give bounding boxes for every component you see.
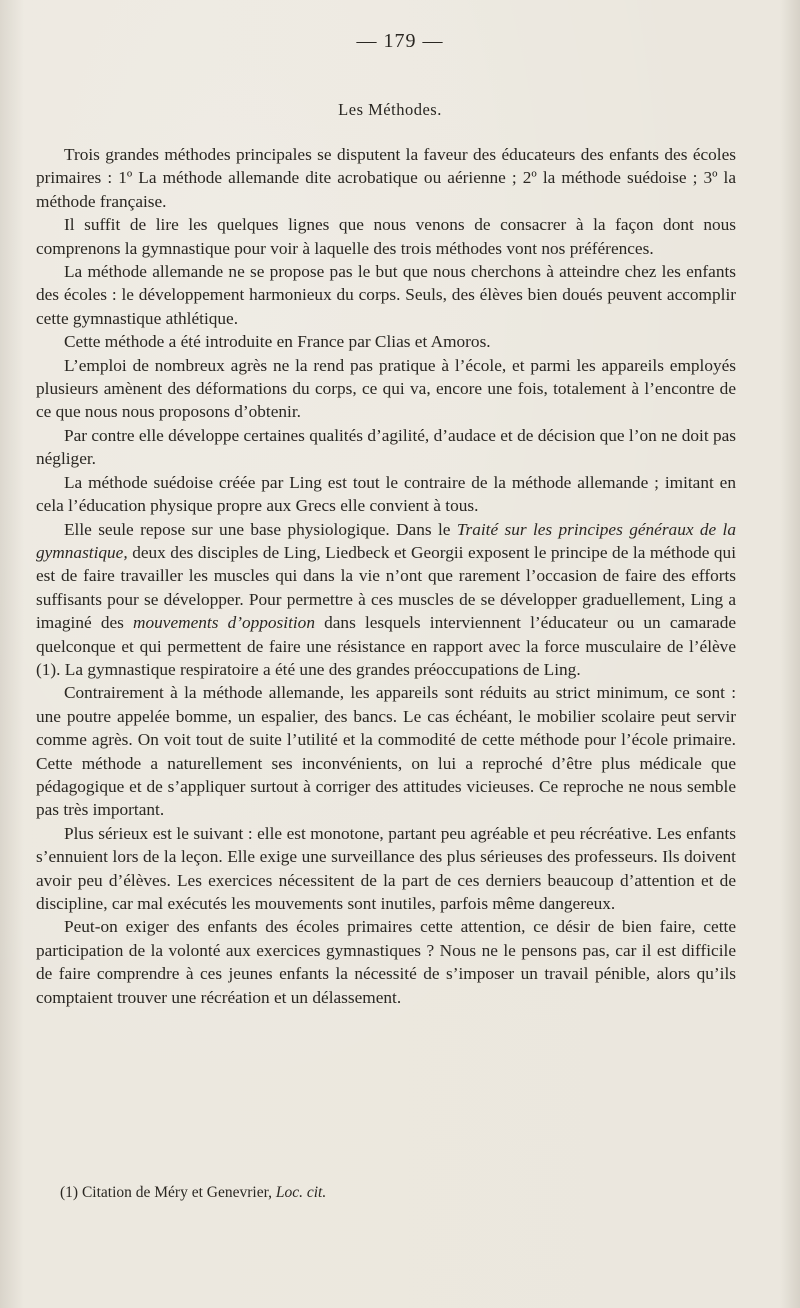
footnote-citation: Loc. cit. [275, 1184, 327, 1201]
paragraph: Trois grandes méthodes principales se disputent la faveur des éducateurs des enfants des écoles primaires : 1º La méthode allemande dite acrobatique ou aérienne ; 2º la méthode suédoise ; 3º la méthode française. [36, 145, 736, 211]
page-number: — 179 — [356, 30, 444, 52]
paragraph: Contrairement à la méthode allemande, les appareils sont réduits au strict minimum, ce sont : une poutre appelée bomme, un espalier, des bancs. Le cas échéant, le mobilier scolaire peut servir comme agrès. On voit tout de suite l’utilité et la commodité de cette méthode pour l’école primaire. Cette méthode a naturellement ses inconvénients, on lui a reproché d’être plus médicale que pédagogique et de s’appliquer surtout à corriger des attitudes vicieuses. Ce reproche ne nous semble pas très important. [36, 683, 736, 820]
footnote [60, 1183, 740, 1203]
book-title: Traité sur les principes généraux de la gymnastique, [36, 519, 736, 562]
paragraph [36, 518, 736, 682]
paragraph: Par contre elle développe certaines qualités d’agilité, d’audace et de décision que l’on ne doit pas négliger. [36, 425, 736, 469]
paragraph: La méthode allemande ne se propose pas le but que nous cherchons à atteindre chez les enfants des écoles : le développement harmonieux du corps. Seuls, des élèves bien doués peuvent accomplir cette gymnastique athlétique. [36, 262, 736, 328]
paragraph-text: dans lesquels interviennent l’éducateur ou un camarade quelconque et qui permettent de faire une résistance en rapport avec la force musculaire de l’élève (1). La gymnastique respiratoire a été une des grandes préoccupations de Ling. [36, 613, 737, 679]
paragraph: Il suffit de lire les quelques lignes que nous venons de consacrer à la façon dont nous comprenons la gymnastique pour voir à laquelle des trois méthodes vont nos préférences. [36, 215, 736, 258]
footnote-text: (1) Citation de Méry et Genevrier, [60, 1184, 276, 1201]
paragraph: Plus sérieux est le suivant : elle est monotone, partant peu agréable et peu récréative. Les enfants s’ennuient lors de la leçon. Elle exige une surveillance des plus sérieuses des professeurs. Ils doivent avoir peu d’élèves. Les exercices nécessitent de la part de ces derniers beaucoup d’attention et de discipline, car mal exécutés les mouvements sont inutiles, parfois même dangereux. [36, 823, 736, 913]
paragraph: La méthode suédoise créée par Ling est tout le contraire de la méthode allemande ; imitant en cela l’éducation physique propre aux Grecs elle convient à tous. [36, 472, 736, 516]
paragraph-text: Elle seule repose sur une base physiologique. Dans le [64, 519, 457, 539]
section-title: Les Méthodes. [338, 100, 442, 119]
paragraph-text: deux des disciples de Ling, Liedbeck et Georgii exposent le principe de la méthode qui est de faire travailler les muscles qui dans la vie n’ont que rarement l’occasion de faire des efforts suffisants pour se développer. Pour permettre à ces muscles de se développer graduellement, Ling a imaginé des [36, 542, 736, 633]
paragraph: Peut-on exiger des enfants des écoles primaires cette attention, ce désir de bien faire, cette participation de la volonté aux exercices gymnastiques ? Nous ne le pensons pas, car il est difficile de faire comprendre à ces jeunes enfants la nécessité de s’imposer un travail pénible, alors qu’ils comptaient trouver une récréation et un délassement. [36, 917, 736, 1007]
paragraph: L’emploi de nombreux agrès ne la rend pas pratique à l’école, et parmi les appareils employés plusieurs amènent des déformations du corps, ce qui va, encore une fois, totalement à l’encontre de ce que nous nous proposons d’obtenir. [36, 355, 736, 422]
body-text [36, 143, 736, 1009]
paragraph: Cette méthode a été introduite en France par Clias et Amoros. [64, 332, 491, 352]
emphasized-term: mouvements d’opposition [133, 613, 315, 633]
